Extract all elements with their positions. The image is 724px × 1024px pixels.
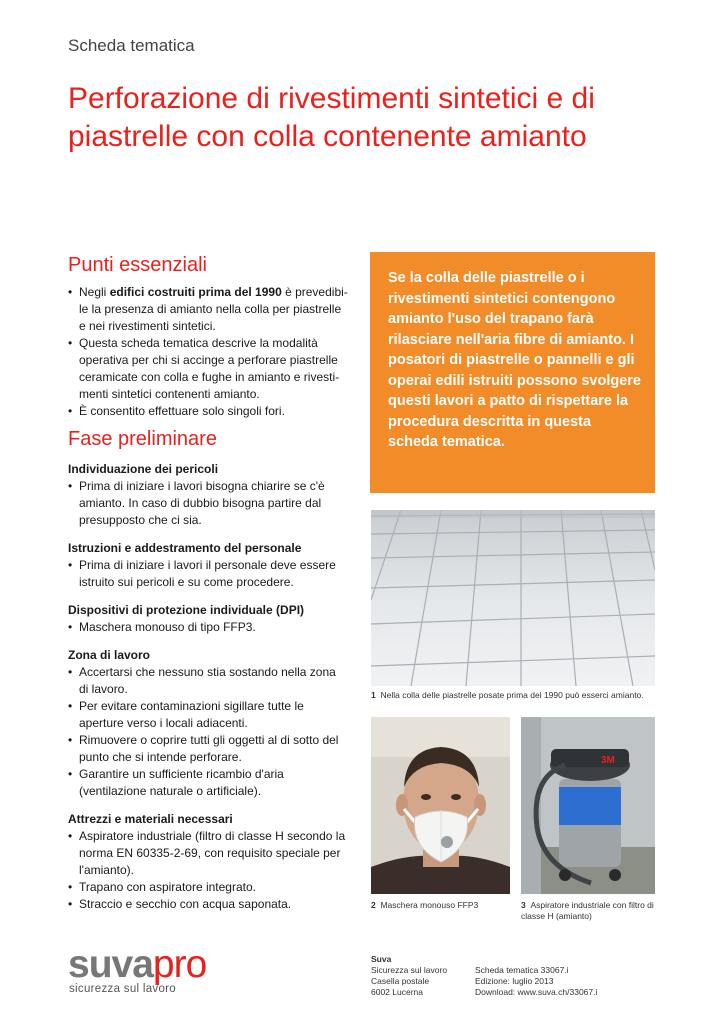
section-heading-punti: Punti essenziali [68,254,207,276]
title-line-2: piastrelle con colla contenente amianto [68,120,587,153]
caption-text: Nella colla delle piastrelle posate prima del 1990 può esserci amianto. [380,690,644,700]
section-heading-fase: Fase preliminare [68,428,217,450]
tiled-floor-image [371,510,655,686]
subheading-attrezzi: Attrezzi e materiali necessari [68,812,233,826]
caption-3 [521,900,661,922]
bold-text: edifici costruiti prima del 1990 [109,285,282,299]
attrezzi-list [68,828,348,913]
warning-callout [370,252,655,493]
text-span: Negli [79,285,110,299]
caption-1 [371,690,661,701]
text-span: è prevedibi-le la presenza di amianto nella colla per piastrelle e nei rivestimenti sintetici. [79,285,348,333]
suvapro-logo [68,943,206,987]
document-kicker: Scheda tematica [68,36,195,55]
list-item: • Questa scheda tematica descrive la modalità operativa per chi si accinge a perforare piastrelle ceramicate con colla e fughe in amianto e rivesti-menti sintetici contenenti amianto. [68,335,348,403]
logo-tagline: sicurezza sul lavoro [69,983,176,995]
list-item: • Prima di iniziare i lavori bisogna chiarire se c'è amianto. In caso di dubbio bisogna partire dal presupposto che ci sia. [68,478,348,529]
caption-text: Aspiratore industriale con filtro di classe H (amianto) [521,900,654,921]
list-item [68,284,348,335]
list-item: • Aspiratore industriale (filtro di classe H secondo la norma EN 60335-2-69, con requisito speciale per l'amianto). [68,828,348,879]
caption-number: 2 [371,900,376,910]
footer-ref-line: Scheda tematica 33067.i [475,965,569,975]
punti-list-block [68,284,348,420]
punti-list [68,284,348,420]
caption-number: 3 [521,900,526,910]
list-item: • Garantire un sufficiente ricambio d'aria (ventilazione naturale o artificiale). [68,766,348,800]
fase-block [68,451,348,913]
subheading-dpi: Dispositivi di protezione individuale (DPI) [68,603,305,617]
tiles-photo [371,510,655,686]
person-with-mask-image [371,717,510,894]
dpi-list [68,619,348,636]
brand-label: 3M [601,755,615,766]
istruzioni-list [68,557,348,591]
footer-address-line: Sicurezza sul lavoro [371,965,448,975]
logo-part-pro: pro [152,943,207,986]
caption-number: 1 [371,690,376,700]
list-item: • Per evitare contaminazioni sigillare tutte le aperture verso i locali adiacenti. [68,698,348,732]
footer-reference [475,965,665,998]
industrial-vacuum-image [521,717,655,894]
footer-ref-line: Edizione: luglio 2013 [475,976,554,986]
list-item: • Straccio e secchio con acqua saponata. [68,896,348,913]
footer-download-link: Download: www.suva.ch/33067.i [475,987,598,997]
subheading-zona: Zona di lavoro [68,648,151,662]
caption-text: Maschera monouso FFP3 [380,900,479,910]
caption-2 [371,900,511,911]
vacuum-photo [521,717,655,894]
subheading-istruzioni: Istruzioni e addestramento del personale [68,541,302,555]
title-line-1: Perforazione di rivestimenti sintetici e di [68,82,595,115]
callout-text: Se la colla delle piastrelle o i rivestimenti sintetici contengono amianto l'uso del trapano farà rilasciare nell'aria fibre di amianto. I posatori di piastrelle o pannelli e gli operai edili istruiti possono svolgere questi lavori a patto di rispettare la procedura descritta in questa scheda tematica. [388,270,641,450]
list-item: • Rimuovere o coprire tutti gli oggetti al di sotto del punto che si intende perforare. [68,732,348,766]
logo-part-suva: suva [68,943,153,986]
mask-photo [371,717,510,894]
list-item: • Maschera monouso di tipo FFP3. [68,619,348,636]
pericoli-list [68,478,348,529]
list-item: • Accertarsi che nessuno stia sostando nella zona di lavoro. [68,664,348,698]
footer-address-line: 6002 Lucerna [371,987,423,997]
footer-address [371,954,471,998]
footer-org: Suva [371,954,392,964]
footer-address-line: Casella postale [371,976,430,986]
subheading-pericoli: Individuazione dei pericoli [68,462,219,476]
page-title [68,80,668,156]
list-item: • È consentito effettuare solo singoli fori. [68,403,348,420]
zona-list [68,664,348,800]
list-item: • Trapano con aspiratore integrato. [68,879,348,896]
list-item: • Prima di iniziare i lavori il personale deve essere istruito sui pericoli e su come procedere. [68,557,348,591]
